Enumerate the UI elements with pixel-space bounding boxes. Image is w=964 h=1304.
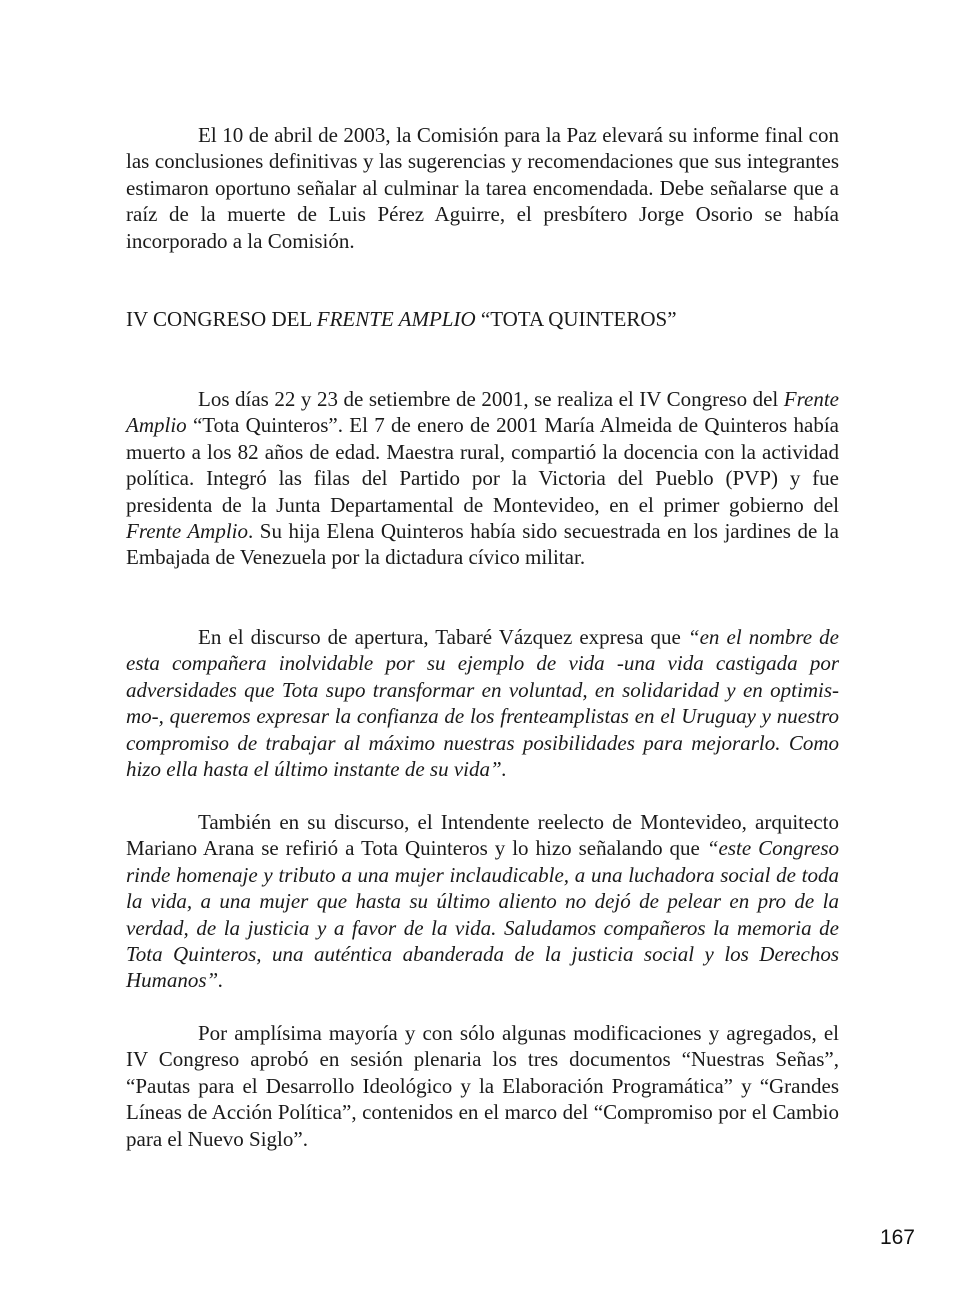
page-number: 167 (879, 1226, 915, 1249)
paragraph-3-text: En el discurso de apertura, Tabaré Vázquez expresa que (198, 625, 688, 649)
paragraph-discurso-vazquez (126, 624, 839, 782)
paragraph-2-italic-2: Frente Amplio (126, 519, 249, 544)
heading-text-start: IV CONGRESO DEL (126, 307, 317, 331)
paragraph-2-italic-1: Frente Amplio (126, 387, 839, 438)
paragraph-4-quote: “este Congreso rinde homenaje y tributo a una mujer inclaudicable, a una luchadora social de toda la vida, a una mujer que hasta su último aliento no dejó de pelear en pro de la verdad, de la justicia y a favor de la vida. Saludamos compañeros la memoria de Tota Quinteros, una auténtica abanderada de la justicia social y los Derechos Humanos”. (126, 836, 839, 993)
paragraph-congreso (126, 386, 839, 571)
paragraph-4-text: También en su discurso, el Intendente reelecto de Montevideo, arquitecto Mariano Arana se refirió a Tota Quinteros y lo hizo señalando que (126, 810, 839, 861)
paragraph-discurso-arana (126, 809, 839, 994)
heading-italic-frente-amplio: FRENTE AMPLIO (316, 307, 476, 331)
paragraph-2-text-1: Los días 22 y 23 de setiembre de 2001, se realiza el IV Congreso del (198, 387, 784, 411)
paragraph-2-text-3: . Su hija Elena Quinteros había sido secuestrada en los jardines de la Embajada de Venezuela por la dictadura cívico militar. (126, 519, 839, 570)
paragraph-2-text-2: “Tota Quinteros”. El 7 de enero de 2001 María Almeida de Quinteros había muerto a los 82 años de edad. Maestra rural, compartió la docencia con la actividad política. Integró las filas del Partido por la Victoria del Pueblo (PVP) y fue presidenta de la Junta Departamental de Montevideo, en el primer gobierno del (126, 413, 839, 517)
paragraph-3-quote: “en el nombre de esta compañera inolvidable por su ejemplo de vida -una vida castigada por adversidades que Tota supo transformar en voluntad, en solidaridad y en optimismo-, queremos expresar la confianza de los frenteamplistas en el Uruguay y nuestro compromiso de trabajar al máximo nuestras posibilidades para mejorarlo. Como hizo ella hasta el último instante de su vida”. (126, 625, 839, 782)
section-heading (126, 305, 677, 333)
paragraph-documentos-aprobados: Por amplísima mayoría y con sólo algunas modificaciones y agregados, el IV Congreso aprobó en sesión plenaria los tres documentos “Nuestras Señas”, “Pautas para el Desarrollo Ideológico y la Elaboración Programática” y “Grandes Líneas de Acción Política”, contenidos en el marco del “Compromiso por el Cambio para el Nuevo Siglo”. (126, 1021, 839, 1151)
heading-text-end: “TOTA QUINTEROS” (475, 307, 677, 331)
paragraph-comision-paz: El 10 de abril de 2003, la Comisión para la Paz elevará su informe final con las conclusiones definitivas y las sugerencias y recomendaciones que sus integrantes estimaron oportuno señalar al culminar la tarea encomendada. Debe señalarse que a raíz de la muerte de Luis Pérez Aguirre, el presbítero Jorge Osorio se había incorporado a la Comisión. (126, 123, 839, 253)
